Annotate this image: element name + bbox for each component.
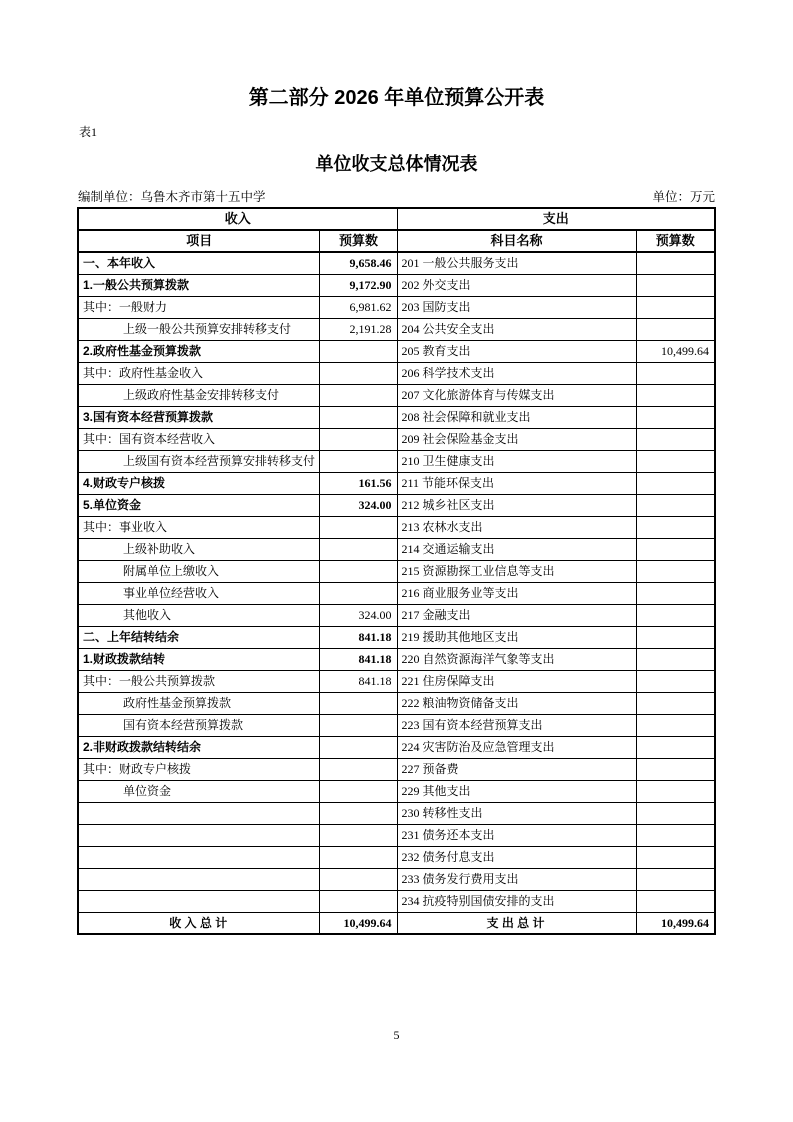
income-value-cell — [320, 714, 397, 736]
income-value-cell: 161.56 — [320, 472, 397, 494]
table-row — [78, 868, 715, 890]
income-section-header: 收入 — [78, 208, 397, 230]
col-header-income-item: 项目 — [78, 230, 320, 252]
income-value-cell — [320, 384, 397, 406]
table-row — [78, 802, 715, 824]
table-row — [78, 560, 715, 582]
income-value-cell: 841.18 — [320, 648, 397, 670]
table-row — [78, 846, 715, 868]
income-item-cell: 单位资金 — [78, 780, 320, 802]
table-row — [78, 604, 715, 626]
income-value-cell: 841.18 — [320, 670, 397, 692]
table-row — [78, 648, 715, 670]
income-value-cell: 324.00 — [320, 604, 397, 626]
expense-item-cell: 227 预备费 — [397, 758, 636, 780]
expense-item-cell: 204 公共安全支出 — [397, 318, 636, 340]
income-item-cell — [78, 868, 320, 890]
expense-value-cell — [636, 538, 715, 560]
income-item-cell: 3.国有资本经营预算拨款 — [78, 406, 320, 428]
expense-value-cell — [636, 868, 715, 890]
expense-value-cell — [636, 362, 715, 384]
income-item-cell — [78, 846, 320, 868]
income-item-cell: 二、上年结转结余 — [78, 626, 320, 648]
income-item-cell: 一、本年收入 — [78, 252, 320, 274]
income-value-cell: 2,191.28 — [320, 318, 397, 340]
expense-value-cell — [636, 560, 715, 582]
expense-value-cell — [636, 516, 715, 538]
table-title: 单位收支总体情况表 — [315, 154, 478, 174]
income-item-cell — [78, 802, 320, 824]
page-number: 5 — [393, 1028, 400, 1042]
income-item-cell: 上级补助收入 — [78, 538, 320, 560]
expense-value-cell — [636, 780, 715, 802]
income-value-cell: 9,658.46 — [320, 252, 397, 274]
income-value-cell — [320, 802, 397, 824]
table-row — [78, 406, 715, 428]
income-item-cell — [78, 890, 320, 912]
table-row — [78, 494, 715, 516]
budget-table-header — [78, 208, 715, 252]
income-item-cell: 事业单位经营收入 — [78, 582, 320, 604]
income-item-cell: 2.非财政拨款结转结余 — [78, 736, 320, 758]
table-label: 表1 — [79, 125, 98, 139]
income-item-cell: 其中：财政专户核拨 — [78, 758, 320, 780]
income-item-cell: 其他收入 — [78, 604, 320, 626]
expense-value-cell — [636, 626, 715, 648]
income-value-cell — [320, 450, 397, 472]
budget-table-body — [78, 252, 715, 934]
income-value-cell: 9,172.90 — [320, 274, 397, 296]
expense-item-cell: 223 国有资本经营预算支出 — [397, 714, 636, 736]
income-value-cell: 324.00 — [320, 494, 397, 516]
expense-value-cell — [636, 384, 715, 406]
table-row — [78, 318, 715, 340]
expense-value-cell: 10,499.64 — [636, 912, 715, 934]
income-item-cell: 国有资本经营预算拨款 — [78, 714, 320, 736]
table-row — [78, 912, 715, 934]
unit-label: 单位：万元 — [652, 190, 715, 204]
table-row — [78, 252, 715, 274]
income-value-cell — [320, 758, 397, 780]
expense-item-cell: 224 灾害防治及应急管理支出 — [397, 736, 636, 758]
income-item-cell: 2.政府性基金预算拨款 — [78, 340, 320, 362]
expense-value-cell — [636, 824, 715, 846]
expense-item-cell: 214 交通运输支出 — [397, 538, 636, 560]
income-value-cell — [320, 692, 397, 714]
expense-value-cell — [636, 274, 715, 296]
income-value-cell — [320, 890, 397, 912]
income-value-cell — [320, 846, 397, 868]
income-item-cell: 4.财政专户核拨 — [78, 472, 320, 494]
expense-item-cell: 209 社会保险基金支出 — [397, 428, 636, 450]
table-row — [78, 736, 715, 758]
table-row — [78, 362, 715, 384]
table-row — [78, 384, 715, 406]
income-item-cell: 其中：一般公共预算拨款 — [78, 670, 320, 692]
income-item-cell: 上级国有资本经营预算安排转移支付 — [78, 450, 320, 472]
expense-value-cell — [636, 428, 715, 450]
table-row — [78, 428, 715, 450]
income-value-cell — [320, 516, 397, 538]
table-row — [78, 582, 715, 604]
expense-value-cell — [636, 846, 715, 868]
table-row — [78, 692, 715, 714]
expense-item-cell: 232 债务付息支出 — [397, 846, 636, 868]
income-value-cell — [320, 780, 397, 802]
income-value-cell: 10,499.64 — [320, 912, 397, 934]
expense-value-cell — [636, 692, 715, 714]
expense-value-cell — [636, 472, 715, 494]
income-value-cell — [320, 340, 397, 362]
expense-item-cell: 213 农林水支出 — [397, 516, 636, 538]
expense-value-cell — [636, 406, 715, 428]
expense-value-cell — [636, 648, 715, 670]
expense-value-cell — [636, 758, 715, 780]
expense-item-cell: 220 自然资源海洋气象等支出 — [397, 648, 636, 670]
table-row — [78, 758, 715, 780]
table-row — [78, 714, 715, 736]
table-meta-row — [78, 189, 715, 205]
table-row — [78, 450, 715, 472]
income-value-cell — [320, 582, 397, 604]
income-value-cell — [320, 406, 397, 428]
table-row — [78, 274, 715, 296]
expense-value-cell — [636, 736, 715, 758]
expense-value-cell — [636, 494, 715, 516]
income-item-cell: 其中：政府性基金收入 — [78, 362, 320, 384]
column-header-row — [78, 230, 715, 252]
expense-item-cell: 222 粮油物资储备支出 — [397, 692, 636, 714]
expense-value-cell — [636, 582, 715, 604]
expense-item-cell: 221 住房保障支出 — [397, 670, 636, 692]
expense-item-cell: 201 一般公共服务支出 — [397, 252, 636, 274]
income-item-cell: 政府性基金预算拨款 — [78, 692, 320, 714]
income-value-cell — [320, 538, 397, 560]
expense-value-cell — [636, 604, 715, 626]
expense-item-cell: 202 外交支出 — [397, 274, 636, 296]
table-row — [78, 472, 715, 494]
income-item-cell: 其中：一般财力 — [78, 296, 320, 318]
expense-item-cell: 216 商业服务业等支出 — [397, 582, 636, 604]
expense-item-cell: 205 教育支出 — [397, 340, 636, 362]
income-value-cell — [320, 560, 397, 582]
income-item-cell: 其中：国有资本经营收入 — [78, 428, 320, 450]
part-title: 第二部分 2026 年单位预算公开表 — [248, 87, 545, 109]
expense-item-cell: 230 转移性支出 — [397, 802, 636, 824]
expense-item-cell: 219 援助其他地区支出 — [397, 626, 636, 648]
expense-value-cell — [636, 296, 715, 318]
table-row — [78, 780, 715, 802]
col-header-income-budget: 预算数 — [320, 230, 397, 252]
expense-item-cell: 211 节能环保支出 — [397, 472, 636, 494]
income-item-cell: 其中：事业收入 — [78, 516, 320, 538]
expense-item-cell: 206 科学技术支出 — [397, 362, 636, 384]
income-value-cell — [320, 736, 397, 758]
income-item-cell: 1.一般公共预算拨款 — [78, 274, 320, 296]
section-header-row — [78, 208, 715, 230]
expense-section-header: 支出 — [397, 208, 715, 230]
income-item-cell: 收 入 总 计 — [78, 912, 320, 934]
income-item-cell — [78, 824, 320, 846]
table-row — [78, 516, 715, 538]
income-value-cell: 841.18 — [320, 626, 397, 648]
income-item-cell: 上级政府性基金安排转移支付 — [78, 384, 320, 406]
income-value-cell — [320, 428, 397, 450]
expense-item-cell: 234 抗疫特别国债安排的支出 — [397, 890, 636, 912]
income-item-cell: 1.财政拨款结转 — [78, 648, 320, 670]
expense-value-cell — [636, 890, 715, 912]
expense-item-cell: 215 资源勘探工业信息等支出 — [397, 560, 636, 582]
table-row — [78, 824, 715, 846]
income-value-cell — [320, 868, 397, 890]
expense-item-cell: 231 债务还本支出 — [397, 824, 636, 846]
income-item-cell: 上级一般公共预算安排转移支付 — [78, 318, 320, 340]
col-header-expense-item: 科目名称 — [397, 230, 636, 252]
expense-item-cell: 208 社会保障和就业支出 — [397, 406, 636, 428]
income-value-cell — [320, 362, 397, 384]
income-item-cell: 5.单位资金 — [78, 494, 320, 516]
table-row — [78, 670, 715, 692]
expense-value-cell — [636, 670, 715, 692]
expense-value-cell — [636, 252, 715, 274]
col-header-expense-budget: 预算数 — [636, 230, 715, 252]
expense-value-cell — [636, 318, 715, 340]
expense-value-cell — [636, 802, 715, 824]
income-value-cell — [320, 824, 397, 846]
income-item-cell: 附属单位上缴收入 — [78, 560, 320, 582]
expense-item-cell: 203 国防支出 — [397, 296, 636, 318]
table-row — [78, 890, 715, 912]
table-row — [78, 340, 715, 362]
budget-table — [77, 207, 716, 935]
table-row — [78, 626, 715, 648]
expense-item-cell: 233 债务发行费用支出 — [397, 868, 636, 890]
expense-item-cell: 支 出 总 计 — [397, 912, 636, 934]
expense-value-cell: 10,499.64 — [636, 340, 715, 362]
expense-value-cell — [636, 714, 715, 736]
expense-value-cell — [636, 450, 715, 472]
table-row — [78, 538, 715, 560]
expense-item-cell: 217 金融支出 — [397, 604, 636, 626]
prepared-by-label: 编制单位：乌鲁木齐市第十五中学 — [78, 190, 266, 204]
expense-item-cell: 229 其他支出 — [397, 780, 636, 802]
expense-item-cell: 207 文化旅游体育与传媒支出 — [397, 384, 636, 406]
table-row — [78, 296, 715, 318]
expense-item-cell: 212 城乡社区支出 — [397, 494, 636, 516]
income-value-cell: 6,981.62 — [320, 296, 397, 318]
expense-item-cell: 210 卫生健康支出 — [397, 450, 636, 472]
